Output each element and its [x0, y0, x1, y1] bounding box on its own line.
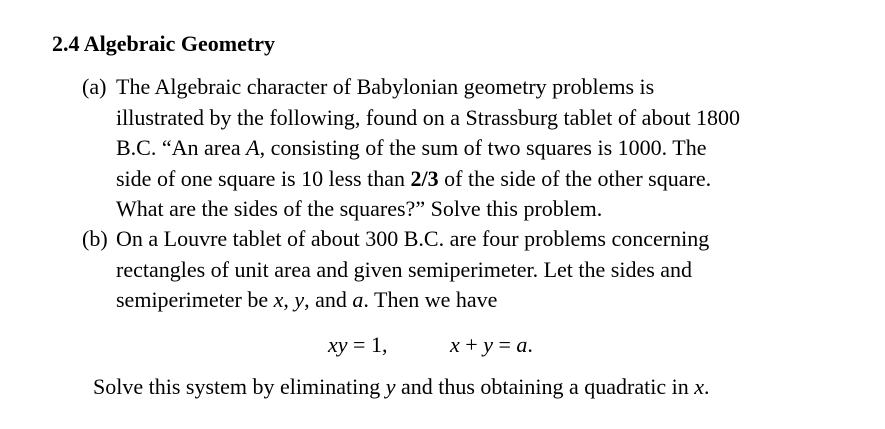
text-span: side of one square is 10 less than	[116, 165, 411, 191]
problem-b-line	[116, 285, 497, 316]
variable-x: x	[273, 287, 284, 313]
problem-a-line: illustrated by the following, found on a Strassburg tablet of about 1800	[116, 104, 741, 130]
text-span: , and	[304, 287, 353, 313]
equation-sum	[450, 330, 533, 360]
text-span: semiperimeter be	[116, 287, 274, 313]
eq-term: = 1,	[347, 332, 388, 357]
text-span: . Then we have	[363, 287, 498, 313]
text-span: Solve this system by eliminating	[93, 374, 386, 399]
text-span: , consisting of the sum of two squares is 1000. The	[259, 135, 707, 161]
section-heading: 2.4 Algebraic Geometry	[52, 31, 275, 56]
problem-a-line	[116, 164, 711, 195]
eq-operator: =	[492, 332, 517, 357]
variable-x: x	[694, 374, 705, 399]
eq-term: .	[527, 332, 533, 357]
text-span: and thus obtaining a quadratic in	[395, 374, 695, 399]
eq-term: y	[483, 332, 493, 357]
problem-b-marker: (b)	[82, 226, 108, 251]
text-span: B.C. “An area	[116, 135, 247, 161]
eq-term: a	[516, 332, 528, 357]
problem-a-line: The Algebraic character of Babylonian geometry problems is	[116, 74, 655, 99]
problem-b-line: rectangles of unit area and given semiperimeter. Let the sides and	[116, 256, 693, 282]
eq-term: x	[450, 332, 460, 357]
equation-product	[328, 330, 387, 360]
problem-b-line: On a Louvre tablet of about 300 B.C. are four problems concerning	[116, 226, 710, 251]
variable-y: y	[294, 287, 305, 313]
text-span: of the side of the other square.	[438, 165, 712, 191]
eq-term: xy	[328, 332, 348, 357]
closing-instruction	[93, 372, 710, 402]
variable-y: y	[385, 374, 396, 399]
problem-a-line: What are the sides of the squares?” Solve this problem.	[116, 196, 603, 222]
problem-a-marker: (a)	[82, 74, 107, 99]
text-span: ,	[283, 287, 295, 313]
text-span: .	[704, 374, 710, 399]
variable-a: a	[352, 287, 364, 313]
fraction-bold: 2/3	[410, 165, 439, 191]
problem-a-line	[116, 133, 706, 164]
variable-a: A	[246, 135, 260, 161]
eq-operator: +	[459, 332, 484, 357]
